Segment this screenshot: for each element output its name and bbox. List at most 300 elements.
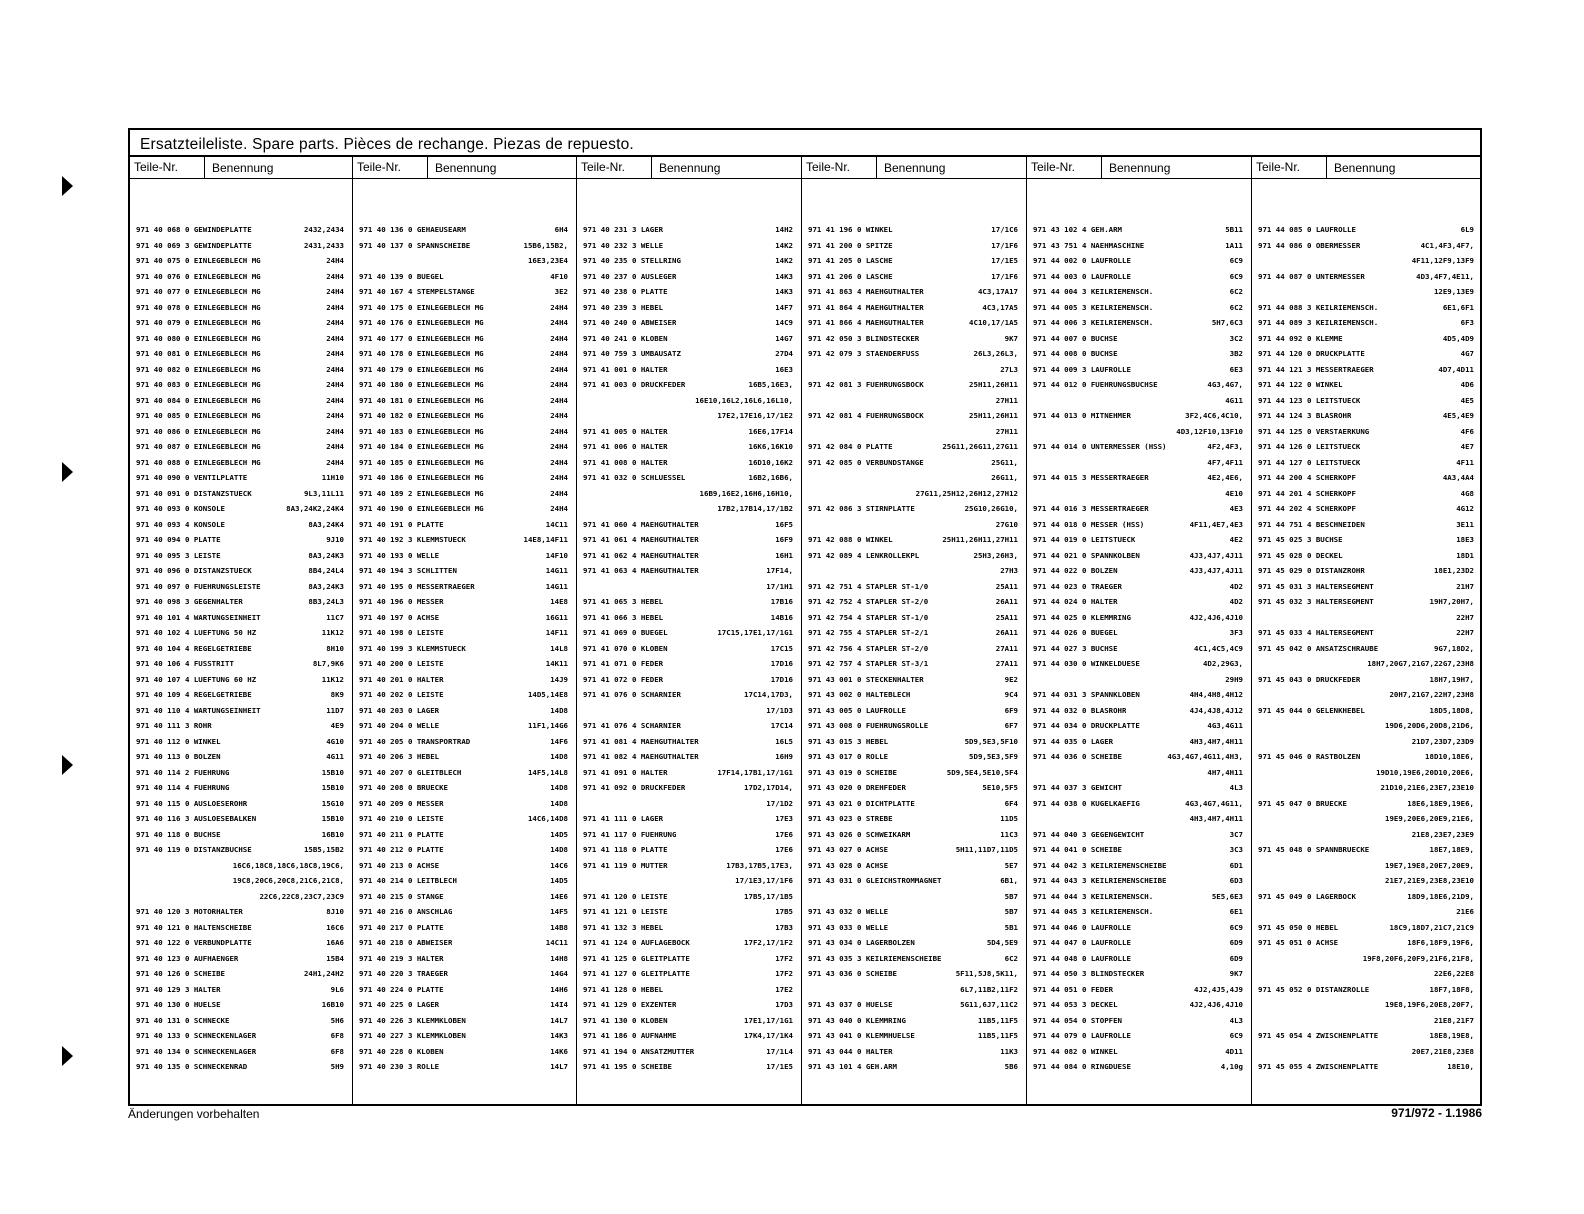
figure-reference: 4G3,4G7,4G11, — [1185, 798, 1243, 808]
part-entry — [808, 238, 1018, 254]
part-entry — [1033, 501, 1243, 517]
part-number-and-name: 971 45 052 0 DISTANZROLLE — [1258, 984, 1370, 994]
figure-reference: 4F11,4E7,4E3 — [1189, 519, 1243, 529]
figure-reference: 18E7,18E9, — [1429, 845, 1474, 854]
part-entry — [808, 780, 1018, 796]
figure-reference: 4D6 — [1460, 380, 1474, 389]
part-entry — [808, 269, 1018, 285]
figure-reference: 27L3 — [1000, 364, 1018, 374]
part-number-and-name: 971 41 200 0 SPITZE — [808, 240, 893, 250]
part-number-and-name: 971 45 042 0 ANSATZSCHRAUBE — [1258, 643, 1379, 653]
header-part-number: Teile-Nr. — [581, 160, 626, 174]
part-entry — [136, 222, 344, 238]
part-entry — [583, 718, 793, 734]
figure-reference: 11F1,14G6 — [527, 721, 568, 730]
part-entry — [136, 734, 344, 750]
figure-reference: 22H7 — [1456, 628, 1474, 637]
part-number-and-name: 971 45 055 4 ZWISCHENPLATTE — [1258, 1062, 1379, 1071]
part-number-and-name: 971 41 091 0 HALTER — [583, 767, 668, 777]
figure-reference: 14G4 — [550, 969, 568, 978]
part-number-and-name: 971 44 021 0 SPANNKOLBEN — [1033, 550, 1140, 560]
part-number-and-name: 971 40 186 0 EINLEGEBLECH MG — [359, 473, 484, 482]
part-number-and-name: 971 40 086 0 EINLEGEBLECH MG — [136, 426, 261, 436]
part-number-and-name: 971 40 094 0 PLATTE — [136, 535, 221, 544]
part-entry — [136, 904, 344, 920]
part-number-and-name: 971 40 204 0 WELLE — [359, 721, 440, 730]
entry-continuation — [1258, 734, 1474, 750]
part-number-and-name: 971 40 231 3 LAGER — [583, 225, 664, 234]
figure-reference: 15G10 — [321, 798, 344, 808]
part-entry — [583, 966, 793, 982]
figure-reference: 14D5 — [550, 829, 568, 839]
part-number-and-name: 971 44 751 4 BESCHNEIDEN — [1258, 519, 1365, 529]
figure-reference: 17D16 — [770, 674, 793, 684]
part-number-and-name: 971 44 031 3 SPANNKLOBEN — [1033, 690, 1140, 699]
part-number-and-name: 971 43 002 0 HALTEBLECH — [808, 690, 911, 699]
entry-continuation — [1258, 687, 1474, 703]
figure-reference: 21H7 — [1456, 581, 1474, 591]
figure-reference: 21E6 — [1456, 907, 1474, 916]
parts-entries — [583, 222, 793, 1075]
part-number-and-name: 971 41 118 0 PLATTE — [583, 845, 668, 854]
figure-reference: 17C15,17E1,17/1G1 — [717, 628, 793, 637]
part-number-and-name: 971 40 189 2 EINLEGEBLECH MG — [359, 488, 484, 498]
part-number-and-name: 971 44 034 0 DRUCKPLATTE — [1033, 721, 1140, 730]
figure-reference: 27H3 — [1000, 566, 1018, 575]
part-number-and-name: 971 44 085 0 LAUFROLLE — [1258, 225, 1356, 234]
part-entry — [583, 749, 793, 765]
part-entry — [1258, 548, 1474, 564]
figure-reference: 5D9,5E3,5F10 — [964, 736, 1018, 746]
part-entry — [583, 470, 793, 486]
part-number-and-name: 971 44 042 3 KEILRIEMENSCHEIBE — [1033, 860, 1167, 870]
header-part-number: Teile-Nr. — [806, 160, 851, 174]
figure-reference: 17K4,17/1K4 — [744, 1031, 793, 1040]
figure-reference: 9C4 — [1004, 690, 1018, 699]
part-number-and-name: 971 40 220 3 TRAEGER — [359, 969, 448, 978]
figure-reference: 6E3 — [1229, 364, 1243, 374]
part-number-and-name: 971 44 124 3 BLASROHR — [1258, 411, 1352, 420]
part-number-and-name: 971 42 089 4 LENKROLLEKPL — [808, 550, 920, 560]
part-entry — [359, 1059, 568, 1075]
part-entry — [583, 238, 793, 254]
part-number-and-name: 971 44 122 0 WINKEL — [1258, 380, 1343, 389]
figure-reference: 16F5 — [775, 519, 793, 529]
part-entry — [808, 548, 1018, 564]
part-entry — [1258, 920, 1474, 936]
punch-mark-2 — [62, 462, 73, 482]
figure-reference: 17E3 — [775, 814, 793, 823]
part-entry — [583, 222, 793, 238]
part-entry — [136, 997, 344, 1013]
part-number-and-name: 971 44 018 0 MESSER (HSS) — [1033, 519, 1145, 529]
part-entry — [1033, 1044, 1243, 1060]
part-number-and-name: 971 41 120 0 LEISTE — [583, 891, 668, 901]
entry-continuation — [583, 796, 793, 812]
figure-reference: 6D3 — [1229, 876, 1243, 885]
figure-reference: 6E1,6F1 — [1442, 302, 1474, 312]
figure-reference: 14E8 — [550, 597, 568, 606]
part-number-and-name: 971 42 088 0 WINKEL — [808, 535, 893, 544]
part-entry — [1033, 734, 1243, 750]
part-number-and-name: 971 40 180 0 EINLEGEBLECH MG — [359, 380, 484, 389]
figure-reference: 8L7,9K6 — [312, 659, 344, 668]
figure-reference: 6C2 — [1229, 287, 1243, 296]
figure-reference: 14D8 — [550, 783, 568, 792]
entry-continuation — [1258, 656, 1474, 672]
part-entry — [359, 889, 568, 905]
header-separator — [204, 156, 205, 178]
part-entry — [1258, 362, 1474, 378]
part-entry — [136, 827, 344, 843]
part-entry — [1033, 377, 1243, 393]
figure-reference: 5B11 — [1225, 225, 1243, 234]
figure-reference: 16C6,18C8,18C6,18C8,19C6, — [232, 860, 344, 870]
figure-reference: 20H7,21G7,22H7,23H8 — [1389, 690, 1474, 699]
part-number-and-name: 971 44 036 0 SCHEIBE — [1033, 752, 1122, 761]
part-entry — [136, 439, 344, 455]
part-number-and-name: 971 40 197 0 ACHSE — [359, 612, 440, 622]
part-entry — [136, 486, 344, 502]
part-number-and-name: 971 44 002 0 LAUFROLLE — [1033, 256, 1131, 265]
part-entry — [808, 1028, 1018, 1044]
part-entry — [1033, 532, 1243, 548]
part-number-and-name: 971 40 133 0 SCHNECKENLAGER — [136, 1031, 257, 1040]
part-entry — [583, 362, 793, 378]
figure-reference: 19D10,19E6,20D10,20E6, — [1376, 767, 1474, 777]
entry-continuation — [1258, 827, 1474, 843]
part-number-and-name: 971 44 007 0 BUCHSE — [1033, 333, 1118, 343]
parts-column-5 — [1026, 156, 1251, 1104]
part-number-and-name: 971 41 008 0 HALTER — [583, 457, 668, 467]
part-number-and-name: 971 40 101 4 WARTUNGSEINHEIT — [136, 612, 261, 622]
part-number-and-name: 971 40 088 0 EINLEGEBLECH MG — [136, 457, 261, 467]
part-number-and-name: 971 40 135 0 SCHNECKENRAD — [136, 1062, 248, 1071]
figure-reference: 16B2,16B6, — [748, 473, 793, 482]
part-number-and-name: 971 44 086 0 OBERMESSER — [1258, 240, 1361, 250]
part-number-and-name: 971 43 036 0 SCHEIBE — [808, 969, 897, 978]
figure-reference: 24H4 — [550, 473, 568, 482]
entry-continuation — [1033, 393, 1243, 409]
figure-reference: 14L7 — [550, 1062, 568, 1071]
part-number-and-name: 971 40 206 3 HEBEL — [359, 752, 440, 761]
figure-reference: 21D7,23D7,23D9 — [1411, 736, 1474, 746]
part-entry — [136, 300, 344, 316]
entry-continuation — [1258, 997, 1474, 1013]
figure-reference: 27G10 — [995, 519, 1018, 529]
part-number-and-name: 971 41 063 4 MAEHGUTHALTER — [583, 566, 699, 575]
part-entry — [359, 734, 568, 750]
header-designation: Benennung — [659, 161, 721, 175]
part-number-and-name: 971 44 046 0 LAUFROLLE — [1033, 922, 1131, 932]
part-number-and-name: 971 40 134 0 SCHNECKENLAGER — [136, 1046, 257, 1056]
header-separator — [1326, 156, 1327, 178]
figure-reference: 24H4 — [550, 426, 568, 436]
figure-reference: 25A11 — [995, 581, 1018, 591]
part-number-and-name: 971 40 195 0 MESSERTRAEGER — [359, 581, 475, 591]
figure-reference: 8A3,24K3 — [308, 581, 344, 591]
figure-reference: 21E8,23E7,23E9 — [1411, 829, 1474, 839]
figure-reference: 4G3,4G7, — [1207, 380, 1243, 389]
figure-reference: 14J9 — [550, 674, 568, 684]
part-entry — [808, 842, 1018, 858]
entry-continuation — [1258, 858, 1474, 874]
figure-reference: 5B1 — [1004, 922, 1018, 932]
part-number-and-name: 971 41 864 4 MAEHGUTHALTER — [808, 302, 924, 312]
figure-reference: 4G3,4G7,4G11,4H3, — [1167, 752, 1243, 761]
part-entry — [359, 610, 568, 626]
part-number-and-name: 971 40 122 0 VERBUNDPLATTE — [136, 938, 252, 947]
figure-reference: 14D8 — [550, 845, 568, 854]
figure-reference: 27G11,25H12,26H12,27H12 — [915, 488, 1018, 498]
figure-reference: 18H7,19H7, — [1429, 674, 1474, 684]
part-number-and-name: 971 43 032 0 WELLE — [808, 907, 889, 916]
part-entry — [583, 811, 793, 827]
part-entry — [808, 811, 1018, 827]
part-entry — [359, 796, 568, 812]
part-number-and-name: 971 40 121 0 HALTENSCHEIBE — [136, 922, 252, 932]
figure-reference: 3F2,4C6,4C10, — [1185, 411, 1243, 420]
figure-reference: 17F14,17B1,17/1G1 — [717, 767, 793, 777]
part-entry — [808, 873, 1018, 889]
figure-reference: 15B10 — [321, 767, 344, 777]
figure-reference: 8A3,24K3 — [308, 550, 344, 560]
part-number-and-name: 971 40 183 0 EINLEGEBLECH MG — [359, 426, 484, 436]
part-number-and-name: 971 44 202 4 SCHERKOPF — [1258, 504, 1356, 513]
part-entry — [136, 393, 344, 409]
figure-reference: 17E2 — [775, 984, 793, 994]
part-number-and-name: 971 40 191 0 PLATTE — [359, 519, 444, 529]
part-number-and-name: 971 41 196 0 WINKEL — [808, 225, 893, 234]
part-entry — [359, 672, 568, 688]
figure-reference: 22H7 — [1456, 612, 1474, 622]
figure-reference: 27D4 — [775, 349, 793, 358]
part-entry — [359, 656, 568, 672]
header-separator — [651, 156, 652, 178]
part-number-and-name: 971 40 212 0 PLATTE — [359, 845, 444, 854]
part-entry — [583, 455, 793, 471]
part-entry — [808, 346, 1018, 362]
part-entry — [1258, 315, 1474, 331]
figure-reference: 17F2,17/1F2 — [744, 938, 793, 947]
part-entry — [359, 1028, 568, 1044]
part-number-and-name: 971 44 019 0 LEITSTUECK — [1033, 535, 1136, 544]
part-entry — [359, 951, 568, 967]
part-number-and-name: 971 40 202 0 LEISTE — [359, 690, 444, 699]
part-entry — [136, 672, 344, 688]
column-header — [353, 156, 576, 178]
figure-reference: 17C14,17D3, — [744, 690, 793, 699]
figure-reference: 14B8 — [550, 922, 568, 932]
entry-continuation — [1033, 672, 1243, 688]
part-number-and-name: 971 44 054 0 STOPFEN — [1033, 1015, 1122, 1025]
figure-reference: 4J2,4J6,4J10 — [1189, 612, 1243, 622]
part-entry — [359, 718, 568, 734]
header-designation: Benennung — [212, 161, 274, 175]
figure-reference: 9K7 — [1004, 333, 1018, 343]
figure-reference: 24H4 — [326, 426, 344, 436]
part-number-and-name: 971 44 050 3 BLINDSTECKER — [1033, 969, 1145, 978]
figure-reference: 27A11 — [995, 643, 1018, 653]
figure-reference: 14F6 — [550, 736, 568, 746]
figure-reference: 18D1 — [1456, 550, 1474, 560]
part-number-and-name: 971 45 051 0 ACHSE — [1258, 938, 1339, 947]
part-number-and-name: 971 41 132 3 HEBEL — [583, 922, 664, 932]
part-number-and-name: 971 44 041 0 SCHEIBE — [1033, 845, 1122, 854]
part-entry — [136, 238, 344, 254]
figure-reference: 16A6 — [326, 938, 344, 947]
part-number-and-name: 971 40 198 0 LEISTE — [359, 628, 444, 637]
part-entry — [583, 377, 793, 393]
part-entry — [359, 594, 568, 610]
part-entry — [583, 284, 793, 300]
figure-reference: 17B5,17/1B5 — [744, 891, 793, 901]
figure-reference: 14K2 — [775, 256, 793, 265]
figure-reference: 14K3 — [775, 287, 793, 296]
part-number-and-name: 971 42 754 4 STAPLER ST-1/0 — [808, 612, 929, 622]
figure-reference: 14C11 — [545, 938, 568, 947]
part-number-and-name: 971 44 006 3 KEILRIEMENSCH. — [1033, 318, 1154, 327]
part-number-and-name: 971 44 053 3 DECKEL — [1033, 1000, 1118, 1009]
figure-reference: 16E3,23E4 — [527, 256, 568, 265]
part-number-and-name: 971 40 227 3 KLEMMKLOBEN — [359, 1031, 466, 1040]
part-entry — [1258, 982, 1474, 998]
part-entry — [583, 641, 793, 657]
figure-reference: 11K12 — [321, 674, 344, 684]
part-number-and-name: 971 42 086 3 STIRNPLATTE — [808, 504, 915, 513]
figure-reference: 24H4 — [326, 333, 344, 343]
part-number-and-name: 971 44 022 0 BOLZEN — [1033, 566, 1118, 575]
part-number-and-name: 971 44 123 0 LEITSTUECK — [1258, 395, 1361, 405]
figure-reference: 15B4 — [326, 953, 344, 963]
figure-reference: 11B5,11F5 — [977, 1031, 1018, 1040]
part-number-and-name: 971 41 195 0 SCHEIBE — [583, 1062, 672, 1071]
part-number-and-name: 971 40 075 0 EINLEGEBLECH MG — [136, 256, 261, 265]
figure-reference: 25G11,26G11,27G11 — [942, 442, 1018, 451]
part-number-and-name: 971 44 027 3 BUCHSE — [1033, 643, 1118, 653]
parts-column-6 — [1251, 156, 1482, 1104]
part-number-and-name: 971 41 076 4 SCHARNIER — [583, 721, 681, 730]
figure-reference: 4G8 — [1460, 488, 1474, 498]
part-number-and-name: 971 44 003 0 LAUFROLLE — [1033, 271, 1131, 281]
figure-reference: 14D8 — [550, 798, 568, 808]
part-number-and-name: 971 44 084 0 RINGDUESE — [1033, 1062, 1131, 1071]
figure-reference: 6E1 — [1229, 907, 1243, 916]
header-designation: Benennung — [1334, 161, 1396, 175]
part-number-and-name: 971 42 081 3 FUEHRUNGSBOCK — [808, 380, 924, 389]
part-entry — [1258, 1059, 1474, 1075]
part-entry — [1258, 749, 1474, 765]
figure-reference: 6H4 — [554, 225, 568, 234]
part-entry — [1033, 362, 1243, 378]
part-number-and-name: 971 44 126 0 LEITSTUECK — [1258, 442, 1361, 451]
part-number-and-name: 971 40 079 0 EINLEGEBLECH MG — [136, 318, 261, 327]
figure-reference: 24H4 — [550, 302, 568, 312]
part-entry — [583, 532, 793, 548]
part-number-and-name: 971 40 097 0 FUEHRUNGSLEISTE — [136, 581, 261, 591]
part-number-and-name: 971 44 009 3 LAUFROLLE — [1033, 364, 1131, 374]
part-entry — [359, 408, 568, 424]
figure-reference: 4L3 — [1229, 783, 1243, 792]
figure-reference: 24H4 — [326, 287, 344, 296]
part-entry — [359, 486, 568, 502]
part-number-and-name: 971 40 177 0 EINLEGEBLECH MG — [359, 333, 484, 343]
entry-continuation — [1033, 486, 1243, 502]
part-number-and-name: 971 40 107 4 LUEFTUNG 60 HZ — [136, 674, 257, 684]
part-entry — [1033, 238, 1243, 254]
part-entry — [359, 625, 568, 641]
figure-reference: 16D10,16K2 — [748, 457, 793, 467]
part-entry — [359, 393, 568, 409]
part-number-and-name: 971 40 083 0 EINLEGEBLECH MG — [136, 380, 261, 389]
part-number-and-name: 971 44 008 0 BUCHSE — [1033, 349, 1118, 358]
figure-reference: 12E9,13E9 — [1433, 287, 1474, 296]
part-entry — [1258, 703, 1474, 719]
figure-reference: 9K7 — [1229, 969, 1243, 978]
figure-reference: 8H10 — [326, 643, 344, 653]
figure-reference: 24H4 — [326, 380, 344, 389]
part-number-and-name: 971 40 225 0 LAGER — [359, 1000, 440, 1009]
part-entry — [1258, 455, 1474, 471]
part-number-and-name: 971 40 193 0 WELLE — [359, 550, 440, 560]
figure-reference: 20E7,21E8,23E8 — [1411, 1046, 1474, 1056]
figure-reference: 11D5 — [1000, 814, 1018, 823]
part-number-and-name: 971 40 214 0 LEITBLECH — [359, 876, 457, 885]
figure-reference: 5B7 — [1004, 891, 1018, 901]
part-number-and-name: 971 41 130 0 KLOBEN — [583, 1015, 668, 1025]
figure-reference: 4J2,4J5,4J9 — [1194, 984, 1243, 994]
entry-continuation — [808, 424, 1018, 440]
part-entry — [359, 982, 568, 998]
entry-continuation — [1258, 780, 1474, 796]
figure-reference: 4D3,4F7,4E11, — [1416, 271, 1474, 281]
figure-reference: 3C2 — [1229, 333, 1243, 343]
column-header — [130, 156, 352, 178]
part-entry — [808, 222, 1018, 238]
part-number-and-name: 971 41 111 0 LAGER — [583, 814, 664, 823]
figure-reference: 4C10,17/1A5 — [969, 318, 1018, 327]
part-number-and-name: 971 44 200 4 SCHERKOPF — [1258, 473, 1356, 482]
part-entry — [1033, 284, 1243, 300]
figure-reference: 5H11,11D7,11D5 — [955, 845, 1018, 854]
figure-reference: 11D7 — [326, 705, 344, 715]
entry-continuation — [1258, 284, 1474, 300]
figure-reference: 17/1E5 — [766, 1062, 793, 1071]
figure-reference: 19H7,20H7, — [1429, 597, 1474, 606]
part-number-and-name: 971 40 182 0 EINLEGEBLECH MG — [359, 411, 484, 420]
part-number-and-name: 971 40 077 0 EINLEGEBLECH MG — [136, 287, 261, 296]
figure-reference: 4,10g — [1220, 1062, 1243, 1071]
part-entry — [1258, 470, 1474, 486]
figure-reference: 11C3 — [1000, 829, 1018, 839]
figure-reference: 21D10,21E6,23E7,23E10 — [1380, 783, 1474, 792]
figure-reference: 4F6 — [1460, 426, 1474, 436]
figure-reference: 17B5 — [775, 907, 793, 916]
figure-reference: 5G11,6J7,11C2 — [960, 1000, 1018, 1009]
part-entry — [136, 982, 344, 998]
parts-entries — [136, 222, 344, 1075]
part-number-and-name: 971 40 116 3 AUSLOESEBALKEN — [136, 814, 257, 823]
part-entry — [136, 610, 344, 626]
part-entry — [1258, 424, 1474, 440]
figure-reference: 17B16 — [770, 597, 793, 606]
figure-reference: 16E10,16L2,16L6,16L10, — [695, 395, 793, 405]
part-entry — [1033, 982, 1243, 998]
part-number-and-name: 971 44 004 3 KEILRIEMENSCH. — [1033, 287, 1154, 296]
figure-reference: 8A3,24K4 — [308, 519, 344, 529]
figure-reference: 5H9 — [330, 1062, 344, 1071]
part-number-and-name: 971 40 137 0 SPANNSCHEIBE — [359, 240, 471, 250]
